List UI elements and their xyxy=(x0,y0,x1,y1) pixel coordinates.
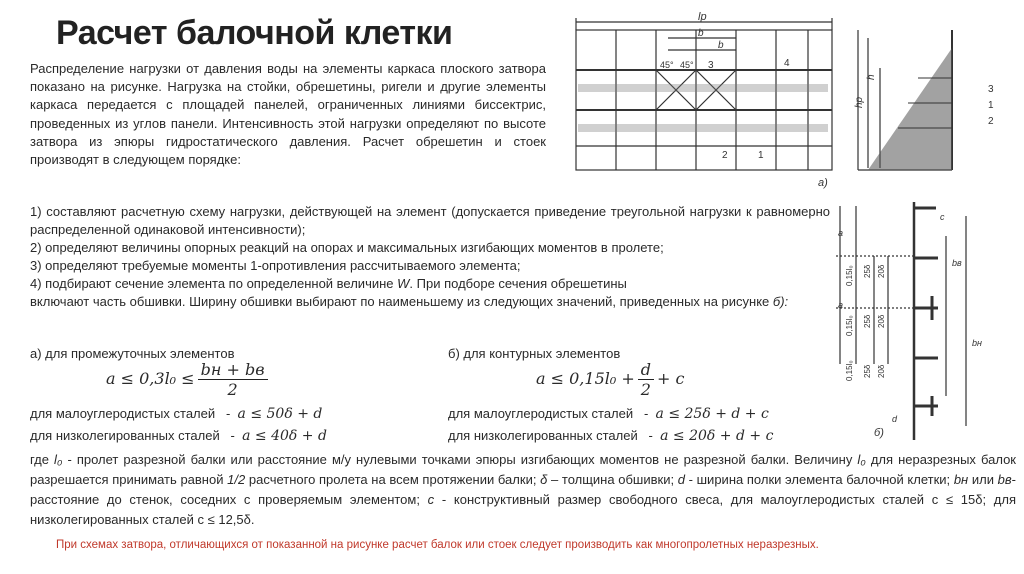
formula-intermediate: a ≤ 0,3l₀ ≤ $\frac{bн + bв}{2}$ xyxy=(106,360,271,399)
formula-contour: a ≤ 0,15l₀ + $\frac{d}{2}$ + c xyxy=(536,360,685,399)
dim-015c: 0,15l₀ xyxy=(845,360,854,381)
dim-20d: 20δ xyxy=(877,264,886,278)
page-title: Расчет балочной клетки xyxy=(56,14,453,52)
row-low-alloy-a: для низколегированных сталей - a ≤ 40δ + d xyxy=(30,428,327,444)
dim-a2: a xyxy=(838,300,844,310)
label-a: а) xyxy=(818,177,828,189)
row-low-alloy-b: для низколегированных сталей - a ≤ 20δ + d + c xyxy=(448,428,774,444)
dim-c: c xyxy=(940,212,945,222)
column-contour xyxy=(448,346,828,444)
dim-d: d xyxy=(892,414,898,424)
dim-25d: 25δ xyxy=(863,264,872,278)
label-r2: 2 xyxy=(988,116,994,127)
step-3: 3) определяют требуемые моменты 1-опротивления рассчитываемого элемента; xyxy=(30,258,521,273)
label-hp: hр xyxy=(854,96,865,108)
row-low-carbon-a: для малоуглеродистых сталей - a ≤ 50δ + d xyxy=(30,406,323,422)
dim-015a: 0,15l₀ xyxy=(845,265,854,286)
label-b: б) xyxy=(874,427,884,439)
heading-contour: б) для контурных элементов xyxy=(448,346,621,361)
dim-top: a xyxy=(838,228,844,238)
dim-015b: 0,15l₀ xyxy=(845,315,854,336)
dim-25c: 25δ xyxy=(863,364,872,378)
heading-intermediate: а) для промежуточных элементов xyxy=(30,346,235,361)
label-lp: lр xyxy=(698,11,707,23)
red-note: При схемах затвора, отличающихся от показанной на рисунке расчет балок или стоек следует производить как многопролетных неразрезных. xyxy=(56,539,819,551)
dim-25b: 25δ xyxy=(863,314,872,328)
definitions-paragraph: где l₀ - пролет разрезной балки или расстояние м/у нулевыми точками эпюры изгибающих моментов не разрезной балки. Величину l₀ для неразрезных балок разрешается принимать равной 1/2 расчетного пролета на всем протяжении балки; δ – толщина обшивки; d - ширина полки элемента балочной клетки; bн или bв- расстояние до стенок, соседних с проверяемым элементом; c - конструктивный размер свободного свеса, для малоуглеродистых сталей c ≤ 15δ; для низколегированных сталей c ≤ 12,5δ. xyxy=(30,452,1017,527)
label-b1: b xyxy=(698,28,704,39)
column-intermediate xyxy=(30,346,430,444)
dim-bn: bн xyxy=(972,338,982,348)
step-4: 4) подбирают сечение элемента по определенной величине W. При подборе сечения обрешетины xyxy=(30,276,627,291)
label-1: 1 xyxy=(758,150,764,161)
dim-20c: 20δ xyxy=(877,364,886,378)
label-r1: 1 xyxy=(988,100,994,111)
step-4-cont: включают часть обшивки. Ширину обшивки выбирают по наименьшему из следующих значений, приведенных на рисунке б): xyxy=(30,294,789,309)
label-3: 3 xyxy=(708,60,714,71)
intro-paragraph: Распределение нагрузки от давления воды на элементы каркаса плоского затвора показано на рисунке. Нагрузка на стойки, обрешетины, ригели и другие элементы каркаса передается с площадей панелей, ограниченных линиями биссектрис, проведенных из углов панели. Интенсивность этой нагрузки определяют по высоте затвора из эпюры гидростатического давления. Расчет обрешетин и стоек производят в следующем порядке: xyxy=(30,61,546,168)
label-hb: h xyxy=(866,74,877,80)
label-b2: b xyxy=(718,40,724,51)
figure-a-gate-frame xyxy=(568,8,1008,194)
label-r3: 3 xyxy=(988,84,994,95)
dim-bv: bв xyxy=(952,258,962,268)
figure-b-section-widths xyxy=(826,196,1016,446)
steps-list xyxy=(30,203,830,311)
label-45a: 45° xyxy=(660,60,674,70)
dim-20b: 20δ xyxy=(877,314,886,328)
row-low-carbon-b: для малоуглеродистых сталей - a ≤ 25δ + d + c xyxy=(448,406,769,422)
step-2: 2) определяют величины опорных реакций на опорах и максимальных изгибающих моментов в пролете; xyxy=(30,240,664,255)
label-2: 2 xyxy=(722,150,728,161)
step-1: 1) составляют расчетную схему нагрузки, действующей на элемент (допускается приведение треугольной нагрузки к равномерно распределенной одинаковой интенсивности); xyxy=(30,204,830,237)
label-4: 4 xyxy=(784,58,790,69)
label-45b: 45° xyxy=(680,60,694,70)
